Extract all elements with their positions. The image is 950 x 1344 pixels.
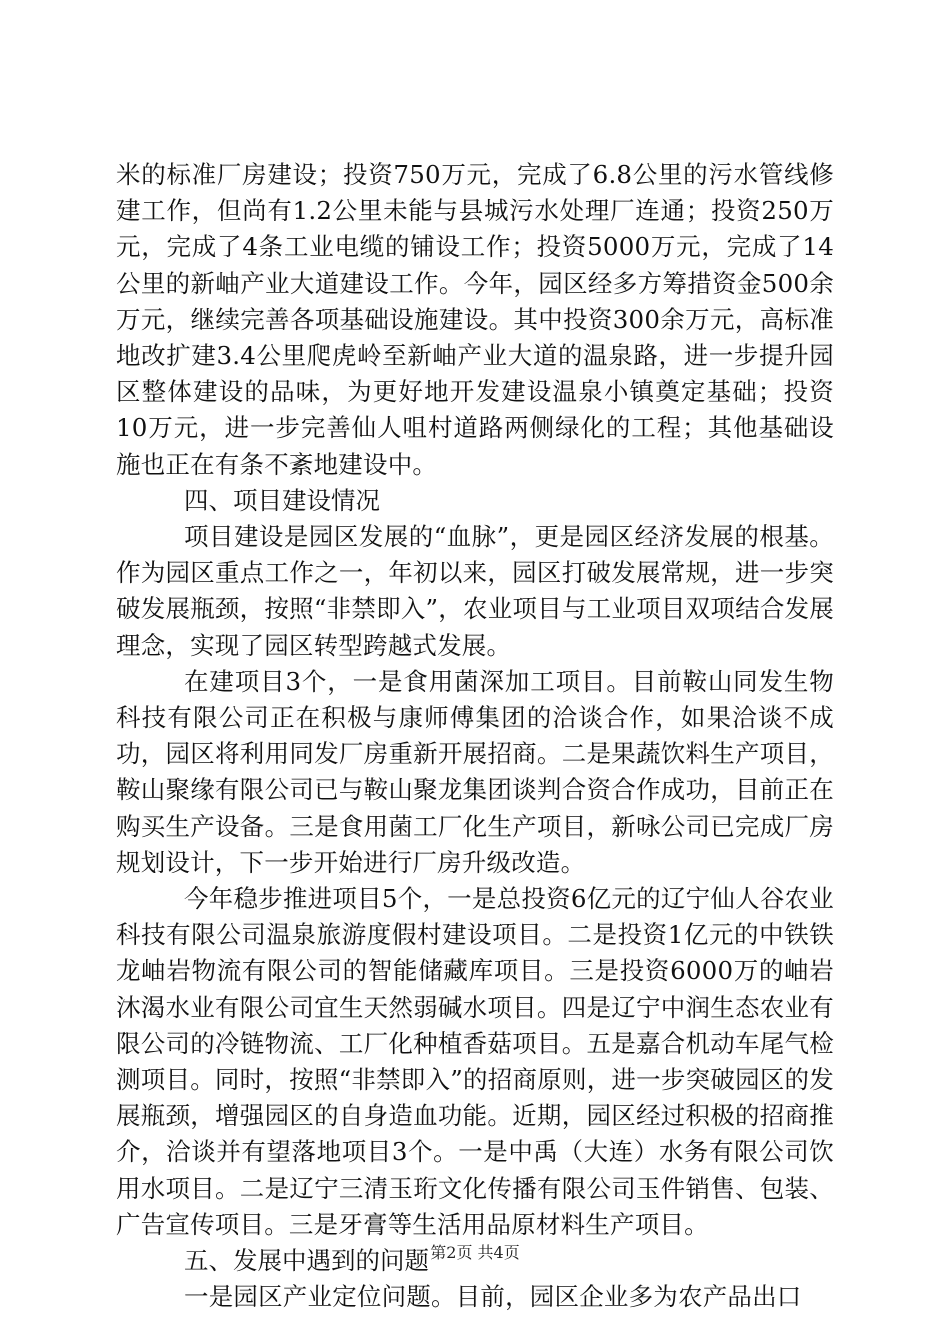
paragraph-projects-advancing: 今年稳步推进项目5个，一是总投资6亿元的辽宁仙人谷农业科技有限公司温泉旅游度假村建设项目。二是投资1亿元的中铁铁龙岫岩物流有限公司的智能储藏库项目。三是投资6000万的岫岩沐渴水业有限公司宜生天然弱碱水项目。四是辽宁中润生态农业有限公司的冷链物流、工厂化种植香菇项目。五是嘉合机动车尾气检测项目。同时，按照“非禁即入”的招商原则，进一步突破园区的发展瓶颈，增强园区的自身造血功能。近期，园区经过积极的招商推介，洽谈并有望落地项目3个。一是中禹（大连）水务有限公司饮用水项目。二是辽宁三清玉珩文化传播有限公司玉件销售、包装、广告宣传项目。三是牙膏等生活用品原材料生产项目。 xyxy=(116,884,834,1239)
paragraph-projects-under-construction: 在建项目3个，一是食用菌深加工项目。目前鞍山同发生物科技有限公司正在积极与康师傅集团的洽谈合作，如果洽谈不成功，园区将利用同发厂房重新开展招商。二是果蔬饮料生产项目，鞍山聚缘有限公司已与鞍山聚龙集团谈判合资合作成功，目前正在购买生产设备。三是食用菌工厂化生产项目，新咏公司已完成厂房规划设计，下一步开始进行厂房升级改造。 xyxy=(116,666,834,877)
section-heading-project-construction: 四、项目建设情况 xyxy=(184,485,380,515)
page-number-footer: 第2页 共4页 xyxy=(430,1243,520,1262)
paragraph-problems-start: 一是园区产业定位问题。目前，园区企业多为农产品出口 xyxy=(184,1282,802,1312)
section-heading-problems: 五、发展中遇到的问题 xyxy=(184,1246,429,1276)
document-body xyxy=(116,157,834,1316)
paragraph-infrastructure-continued: 米的标准厂房建设；投资750万元，完成了6.8公里的污水管线修建工作，但尚有1.2公里未能与县城污水处理厂连通；投资250万元，完成了4条工业电缆的铺设工作；投资5000万元，完成了14公里的新岫产业大道建设工作。今年，园区经多方筹措资金500余万元，继续完善各项基础设施建设。其中投资300余万元，高标准地改扩建3.4公里爬虎岭至新岫产业大道的温泉路，进一步提升园区整体建设的品味，为更好地开发建设温泉小镇奠定基础；投资10万元，进一步完善仙人咀村道路两侧绿化的工程；其他基础设施也正在有条不紊地建设中。 xyxy=(116,160,834,479)
paragraph-project-intro: 项目建设是园区发展的“血脉”，更是园区经济发展的根基。作为园区重点工作之一，年初以来，园区打破发展常规，进一步突破发展瓶颈，按照“非禁即入”，农业项目与工业项目双项结合发展理念，实现了园区转型跨越式发展。 xyxy=(116,522,834,660)
